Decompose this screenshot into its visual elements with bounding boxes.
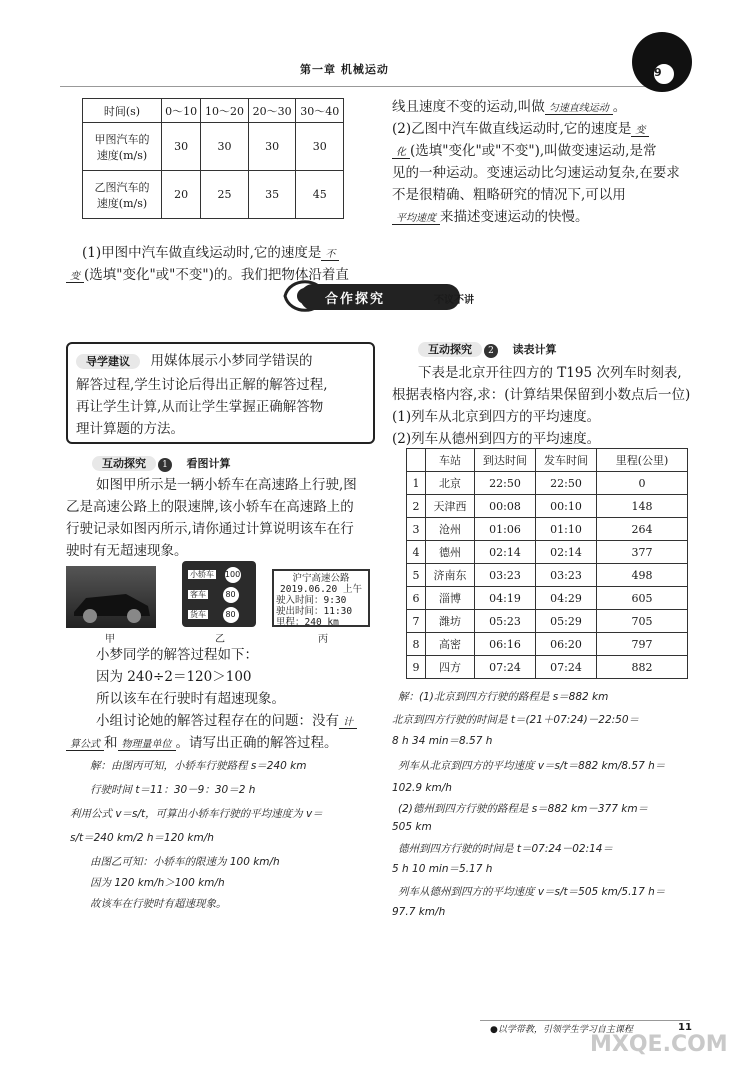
train-table-header [407, 449, 688, 472]
train-table-cell: 04:29 [536, 587, 597, 610]
explore-2-title: 读表计算 [512, 343, 557, 356]
train-table-cell: 2 [407, 495, 426, 518]
train-table-cell: 22:50 [475, 472, 536, 495]
train-table-cell: 882 [597, 656, 688, 679]
right-text: 。 [612, 99, 627, 115]
train-table-row [407, 495, 688, 518]
chapter-page-number: 9 [654, 66, 662, 79]
hand-solution-2: 505 km [392, 821, 432, 833]
hand-solution-1: 故该车在行驶时有超速现象。 [90, 898, 227, 910]
guide-text: 用媒体展示小梦同学错误的 [150, 353, 313, 369]
section-banner-subtitle: 不议不讲 [434, 295, 474, 306]
guide-text: 理计算题的方法。 [76, 421, 184, 437]
solution-line: 所以该车在行驶时有超速现象。 [96, 691, 285, 707]
train-table-cell: 00:08 [475, 495, 536, 518]
explore-1-text: 行驶记录如图丙所示,请你通过计算说明该车在行 [66, 521, 354, 537]
train-table-cell: 济南东 [426, 564, 475, 587]
speed-table-header-cell: 10～20 [201, 99, 249, 123]
train-table-cell: 0 [597, 472, 688, 495]
train-table-cell: 3 [407, 518, 426, 541]
panel-line: 驶出时间：11:30 [276, 606, 353, 617]
answer-unchanged-1: 不 [321, 249, 339, 261]
train-table-cell: 01:10 [536, 518, 597, 541]
discuss-text: 。请写出正确的解答过程。 [175, 735, 338, 751]
speed-table-header [83, 99, 344, 123]
hand-solution-2: 5 h 10 min＝5.17 h [392, 863, 493, 875]
speed-table-cell: 30 [201, 123, 249, 171]
train-table-cell: 148 [597, 495, 688, 518]
hand-solution-1: s/t＝240 km/2 h＝120 km/h [70, 832, 214, 844]
train-table-cell: 07:24 [536, 656, 597, 679]
explore-1-text: 如图甲所示是一辆小轿车在高速路上行驶,图 [96, 477, 357, 493]
train-table-row [407, 541, 688, 564]
sign-row [188, 567, 250, 587]
car-photo [66, 566, 156, 628]
speed-table-cell: 20 [162, 171, 201, 219]
right-text: (选填"变化"或"不变"),叫做变速运动,是常 [410, 143, 657, 159]
footer-slogan: ●以学带教，引领学生学习自主课程 [490, 1025, 633, 1035]
train-table-row [407, 564, 688, 587]
car-icon [66, 566, 156, 628]
question-2 [392, 118, 702, 142]
answer-uniform-motion: 匀速直线运动 [545, 103, 613, 115]
hand-solution-1: 利用公式 v＝s/t，可算出小轿车行驶的平均速度为 v＝ [70, 808, 323, 820]
train-table-cell: 5 [407, 564, 426, 587]
row-label-line: 甲图汽车的 [94, 132, 150, 146]
hand-solution-2: 北京到四方行驶的时间是 t＝(21＋07:24)－22:50＝ [392, 714, 640, 726]
speed-table-header-cell: 20～30 [248, 99, 296, 123]
explore-1-tag: 互动探究 [92, 456, 156, 471]
hand-solution-2: 102.9 km/h [392, 782, 452, 794]
panel-line: 沪宁高速公路 [292, 573, 350, 584]
footer-page-number: 11 [678, 1022, 692, 1033]
speed-table-header-cell: 时间(s) [83, 99, 162, 123]
train-table-cell: 264 [597, 518, 688, 541]
discuss-line-2 [66, 732, 386, 756]
caption-a: 甲 [105, 634, 115, 645]
train-table-cell: 6 [407, 587, 426, 610]
answer-change-2: 化 [392, 147, 410, 159]
sign-vehicle: 客车 [190, 590, 206, 599]
speed-table-row-label [83, 123, 162, 171]
train-table-cell: 05:29 [536, 610, 597, 633]
answer-formula-2: 算公式 [66, 739, 104, 751]
train-table-row [407, 610, 688, 633]
train-table-body [407, 472, 688, 679]
hand-solution-1: 因为 120 km/h＞100 km/h [90, 877, 225, 889]
panel-line: 2019.06.20 上午 [280, 584, 362, 595]
sign-row [188, 587, 250, 607]
panel-line: 里程：240 km [276, 617, 339, 628]
discuss-and: 和 [104, 735, 118, 751]
train-table-cell: 德州 [426, 541, 475, 564]
guide-line-1 [76, 350, 312, 372]
train-table-cell: 北京 [426, 472, 475, 495]
speed-limit-sign [182, 561, 256, 627]
train-table-cell: 377 [597, 541, 688, 564]
question-2-end [392, 206, 702, 230]
question-1-text: (选填"变化"或"不变")的。我们把物体沿着直 [84, 267, 349, 283]
panel-line: 驶入时间：9:30 [276, 595, 347, 606]
train-table-cell: 7 [407, 610, 426, 633]
train-table-row [407, 587, 688, 610]
right-text: 不是很精确、粗略研究的情况下,可以用 [392, 187, 626, 203]
caption-b: 乙 [215, 634, 225, 645]
train-table-row [407, 518, 688, 541]
train-table-cell: 797 [597, 633, 688, 656]
guide-text: 再让学生计算,从而让学生掌握正确解答物 [76, 399, 324, 415]
speed-table-row [83, 171, 344, 219]
train-table-cell: 705 [597, 610, 688, 633]
speed-table-cell: 45 [296, 171, 344, 219]
train-table-cell: 四方 [426, 656, 475, 679]
explore-1-text: 乙是高速公路上的限速牌,该小轿车在高速路上的 [66, 499, 354, 515]
train-table-cell: 1 [407, 472, 426, 495]
row-label-line: 速度(m/s) [96, 196, 148, 210]
guide-tag: 导学建议 [76, 354, 140, 369]
chapter-title: 第一章 机械运动 [300, 63, 389, 76]
answer-change-1: 变 [631, 125, 649, 137]
hand-solution-1: 解：由图丙可知，小轿车行驶路程 s＝240 km [90, 760, 307, 772]
solution-line: 小梦同学的解答过程如下： [96, 647, 258, 663]
hand-solution-2: 解：(1)北京到四方行驶的路程是 s＝882 km [398, 691, 609, 703]
train-table-header-cell: 到达时间 [475, 449, 536, 472]
train-table-cell: 03:23 [536, 564, 597, 587]
solution-line: 因为 240÷2＝120＞100 [96, 669, 252, 685]
hand-solution-2: 列车从北京到四方的平均速度 v＝s/t＝882 km/8.57 h＝ [398, 760, 666, 772]
train-table-cell: 02:14 [536, 541, 597, 564]
explore-2-text: 根据表格内容,求：(计算结果保留到小数点后一位) [392, 387, 691, 403]
train-table-cell: 07:24 [475, 656, 536, 679]
watermark-logo: MXQE.COM [590, 1032, 728, 1057]
train-table-cell: 05:23 [475, 610, 536, 633]
explore-2-text: (1)列车从北京到四方的平均速度。 [392, 409, 601, 425]
right-text: 见的一种运动。变速运动比匀速运动复杂,在要求 [392, 165, 680, 181]
speed-table-cell: 25 [201, 171, 249, 219]
right-text: 来描述变速运动的快慢。 [440, 209, 589, 225]
right-text: (2)乙图中汽车做直线运动时,它的速度是 [392, 121, 632, 137]
hand-solution-2: 8 h 34 min＝8.57 h [392, 735, 493, 747]
hand-solution-2: (2)德州到四方行驶的路程是 s＝882 km－377 km＝ [398, 803, 649, 815]
question-1 [82, 242, 382, 266]
train-table-cell: 9 [407, 656, 426, 679]
explore-1-heading [92, 455, 230, 472]
train-timetable [406, 448, 688, 679]
speed-table-header-cell: 0～10 [162, 99, 201, 123]
train-table-cell: 8 [407, 633, 426, 656]
train-table-cell: 4 [407, 541, 426, 564]
caption-c: 丙 [318, 634, 328, 645]
question-2-line [392, 140, 702, 164]
train-table-row [407, 656, 688, 679]
answer-formula-1: 计 [339, 717, 357, 729]
sign-limit: 100 [225, 567, 241, 583]
train-table-cell: 02:14 [475, 541, 536, 564]
driving-record-panel [272, 569, 370, 627]
discuss-line [96, 710, 386, 734]
explore-2-text: 下表是北京开往四方的 T195 次列车时刻表, [418, 365, 682, 381]
train-table-header-cell [407, 449, 426, 472]
sign-limit: 80 [223, 607, 239, 623]
sign-limit: 80 [223, 587, 239, 603]
speed-table-cell: 30 [162, 123, 201, 171]
train-table-header-cell: 发车时间 [536, 449, 597, 472]
train-table-cell: 498 [597, 564, 688, 587]
train-table-cell: 淄博 [426, 587, 475, 610]
explore-2-number: 2 [484, 344, 498, 358]
train-table-cell: 06:20 [536, 633, 597, 656]
train-table-cell: 00:10 [536, 495, 597, 518]
explore-1-number: 1 [158, 458, 172, 472]
speed-table-cell: 30 [296, 123, 344, 171]
train-table-cell: 高密 [426, 633, 475, 656]
footer-rule [480, 1020, 690, 1021]
question-1-text: (1)甲图中汽车做直线运动时,它的速度是 [82, 245, 322, 261]
train-table-cell: 04:19 [475, 587, 536, 610]
answer-unchanged-2: 变 [66, 271, 84, 283]
speed-table-row [83, 123, 344, 171]
train-table-cell: 沧州 [426, 518, 475, 541]
sign-rows [188, 567, 250, 627]
hand-solution-2: 德州到四方行驶的时间是 t＝07:24－02:14＝ [398, 843, 613, 855]
answer-units: 物理量单位 [118, 739, 176, 751]
guide-text: 解答过程,学生讨论后得出正解的解答过程, [76, 377, 328, 393]
speed-table-row-label [83, 171, 162, 219]
train-table-cell: 潍坊 [426, 610, 475, 633]
train-table-header-cell: 里程(公里) [597, 449, 688, 472]
explore-2-tag: 互动探究 [418, 342, 482, 357]
hand-solution-1: 由图乙可知：小轿车的限速为 100 km/h [90, 856, 280, 868]
explore-1-text: 驶时有无超速现象。 [66, 543, 188, 559]
row-label-line: 速度(m/s) [96, 148, 148, 162]
right-text: 线且速度不变的运动,叫做 [392, 99, 545, 115]
hand-solution-1: 行驶时间 t＝11：30－9：30＝2 h [90, 784, 256, 796]
right-intro [392, 96, 692, 120]
speed-table-cell: 30 [248, 123, 296, 171]
train-table-cell: 06:16 [475, 633, 536, 656]
speed-table-header-cell: 30～40 [296, 99, 344, 123]
discuss-text: 小组讨论她的解答过程存在的问题：没有 [96, 713, 339, 729]
train-table-header-cell: 车站 [426, 449, 475, 472]
train-table-row [407, 472, 688, 495]
explore-2-heading [418, 341, 556, 358]
speed-table [82, 98, 344, 219]
train-table-cell: 605 [597, 587, 688, 610]
explore-1-title: 看图计算 [186, 457, 231, 470]
train-table-cell: 03:23 [475, 564, 536, 587]
sign-row [188, 607, 250, 627]
train-table-cell: 22:50 [536, 472, 597, 495]
speed-table-cell: 35 [248, 171, 296, 219]
hand-solution-2: 97.7 km/h [392, 906, 446, 918]
sign-vehicle: 货车 [190, 610, 206, 619]
sign-vehicle: 小轿车 [190, 570, 214, 579]
answer-average-speed: 平均速度 [392, 213, 440, 225]
hand-solution-2: 列车从德州到四方的平均速度 v＝s/t＝505 km/5.17 h＝ [398, 886, 666, 898]
train-table-cell: 01:06 [475, 518, 536, 541]
train-table-cell: 天津西 [426, 495, 475, 518]
train-table-row [407, 633, 688, 656]
row-label-line: 乙图汽车的 [94, 180, 150, 194]
section-banner-title: 合作探究 [325, 292, 386, 307]
explore-2-text: (2)列车从德州到四方的平均速度。 [392, 431, 601, 447]
